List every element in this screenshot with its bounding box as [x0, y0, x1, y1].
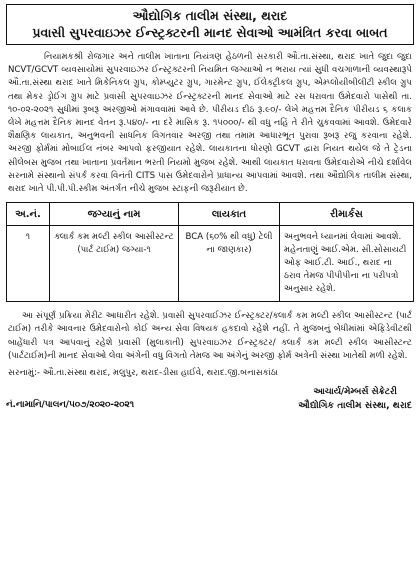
signatory-institute: ઔદ્યોગિક તાલીમ સંસ્થા, થરાદ	[298, 400, 412, 412]
signatory-block	[298, 386, 414, 412]
table-header-row	[7, 203, 414, 226]
col-header-remarks: રીમાર્કસ	[280, 203, 414, 226]
signatory-title: આચાર્ય/મેમ્બર્સ સેક્રેટરી	[313, 387, 397, 398]
cell-qualification: BCA (૬૦% થી વધુ) ટેલી ના જાણકાર)	[179, 226, 280, 302]
cell-post-name: ક્લાર્ક કમ મલ્ટી સ્કીલ આસીસ્ટન્ટ (પાર્ટ ટાઈમ) જગ્યા-૧	[50, 226, 179, 302]
col-header-serial: અ.નં.	[7, 203, 50, 226]
address-line: સરનામું:- ઔ.તા.સંસ્થા થરાદ, મલુપુર, થરાદ-ડીસા હાઈવે, થરાદ.જી.બનાસકાંઠા	[8, 368, 278, 379]
col-header-qualification: લાયકાત	[179, 203, 280, 226]
process-note: આ સંપૂર્ણ પ્રક્રિયા મેરીટ આધારીત રહેશે. પ્રવાસી સુપરવાઈઝર ઈન્સ્ટ્રક્ટર/ક્લાર્ક કમ મલ્ટી સ્કીલ આસીસ્ટન્ટ (પાર્ટ ટાઈમ) તરીકે આવનાર ઉમેદવારોનો કોઈ અન્ય સેવા વિષયક હકદાવો રહેશે નહીં. તે મુજબનું બેધીમાંમાં એફિડેવીટથી બાહેંધારી પત્ર આપવાનું રહેશે પ્રવાસી (મુલાકાતી) સુપરવાઇઝર ઈન્સ્ટ્રક્ટર/ ક્લાર્ક કમ મલ્ટી સ્કીલ આસીસ્ટન્ટ (પાર્ટટાઈમ)ની માનદ સેવાઓ લેવા અંગેની વધુ વિગતો તેમજ આ અંગેનું અરજી ફોર્મ અત્રેની સંસ્થા ખાતેથી મળી રહેશે.	[8, 311, 412, 361]
advertisement-page	[6, 4, 414, 412]
col-header-post-name: જગ્યાનું નામ	[50, 203, 179, 226]
posts-table	[6, 202, 414, 302]
header-box	[6, 4, 414, 45]
footer	[6, 386, 414, 412]
reference-number: નં.નામાનિ/પાલન/૫૦૭/૨૦૨૦-૨૦૨૧	[6, 400, 134, 411]
cell-remarks: અનુભવને ધ્યાનમાં લેવામાં આવશે. મહેનતાણું આઈ.એમ. સી.સોસાયટી ઓફ આઈ.ટી. આઈ., થરાદ ના ઠરાવ તેમજ પીપીપીના ના પરીપત્રો અનુસાર રહેશે.	[280, 226, 414, 302]
notice-title: પ્રવાસી સુપરવાઇઝર ઈન્સ્ટ્રક્ટરની માનદ સેવાઓ આમંત્રિત કરવા બાબત	[32, 25, 388, 40]
table-row	[7, 226, 414, 302]
intro-paragraph: નિયામકશ્રી રોજગાર અને તાલીમ ખાતાના નિયંત્રણ હેઠળની સરકારી ઔ.તા.સંસ્થા, થરાદ ખાતે જુદા જુદા NCVT/GCVT વ્યવસાયોમાં સુપરવાઇઝર ઈન્સ્ટ્રક્ટરની નિયમિત જગ્યાઓ ન ભરાય ત્યાં સુધી વચગાળાની વ્યવસ્થારૂપે ઔ.તા.સંસ્થા થરાદ ખાતે મિકેનિકલ ગ્રુપ, કોમ્પ્યુટર ગ્રુપ, ગારમેન્ટ ગ્રુપ, ઈલેક્ટ્રીકલ ગ્રુપ, એમ્પ્લોયીબીલીટી સ્કીલ ગ્રુપ તથા મેકર ડ્રોઈંગ ગ્રુપ માટે પ્રવાસી સુપરવાઇઝર ઈન્સ્ટ્રક્ટરની માનદ સેવાઓ માટે રસ ધરાવતા ઉમેદવારો પાસેથી તા. ૧૦-૦૨-૨૦૨૧ સુધીમાં રૂબરૂ અરજીઓ મંગાવવામાં આવે છે. પીરીયડ દીઠ રૂ.૯૦/- લેખે મહત્તમ દૈનિક પીરીયડ ૬ કલાક લેખે મહત્તમ દૈનિક માનદ વેતન રૂ.૫૪૦/- ના દરે માસિક રૂ. ૧૫૦૦૦/- થી વધુ નહિં તે રીતે ચુકવવામાં આવશે. ઉમેદવારે શૈક્ષણિક લાયકાત, અનુભવની સાધનિક વિગતવાર અરજી તથા તમામ આધારભૂત પુરાવા રૂબરૂ રજુ કરવાના રહેશે. અરજી ફોર્મમાં મોબાઈલ નંબર આપવો ફરજીયાત રહેશે. લાયકાતના ધોરણો GCVT દ્વારા નિયત થયેલ જે તે ટ્રેડના સીલેબસ મુજબ તથા ખાતાના પ્રવર્તમાન ભરતી નિયમો મુજબ રહેશે. આથી લાયકાત ધરાવતા ઉમેદવારોએ નીચે દર્શાવેલ સરનામે સંસ્થાનો સંપર્ક કરવા વિનંતી CITS પાસ ઉમેદવારોને પ્રાધાન્ય આપવામાં આવશે. તથા ઔદ્યોગિક તાલીમ સંસ્થા, થરાદ ખાતે પી.પી.પી.સ્કીમ અંતર્ગત નીચે મુજબ સ્ટાફની જરૂરીયાત છે.	[8, 52, 412, 195]
cell-serial: ૧	[7, 226, 50, 302]
institute-title: ઔદ્યોગિક તાલીમ સંસ્થા, થરાદ	[132, 8, 288, 23]
